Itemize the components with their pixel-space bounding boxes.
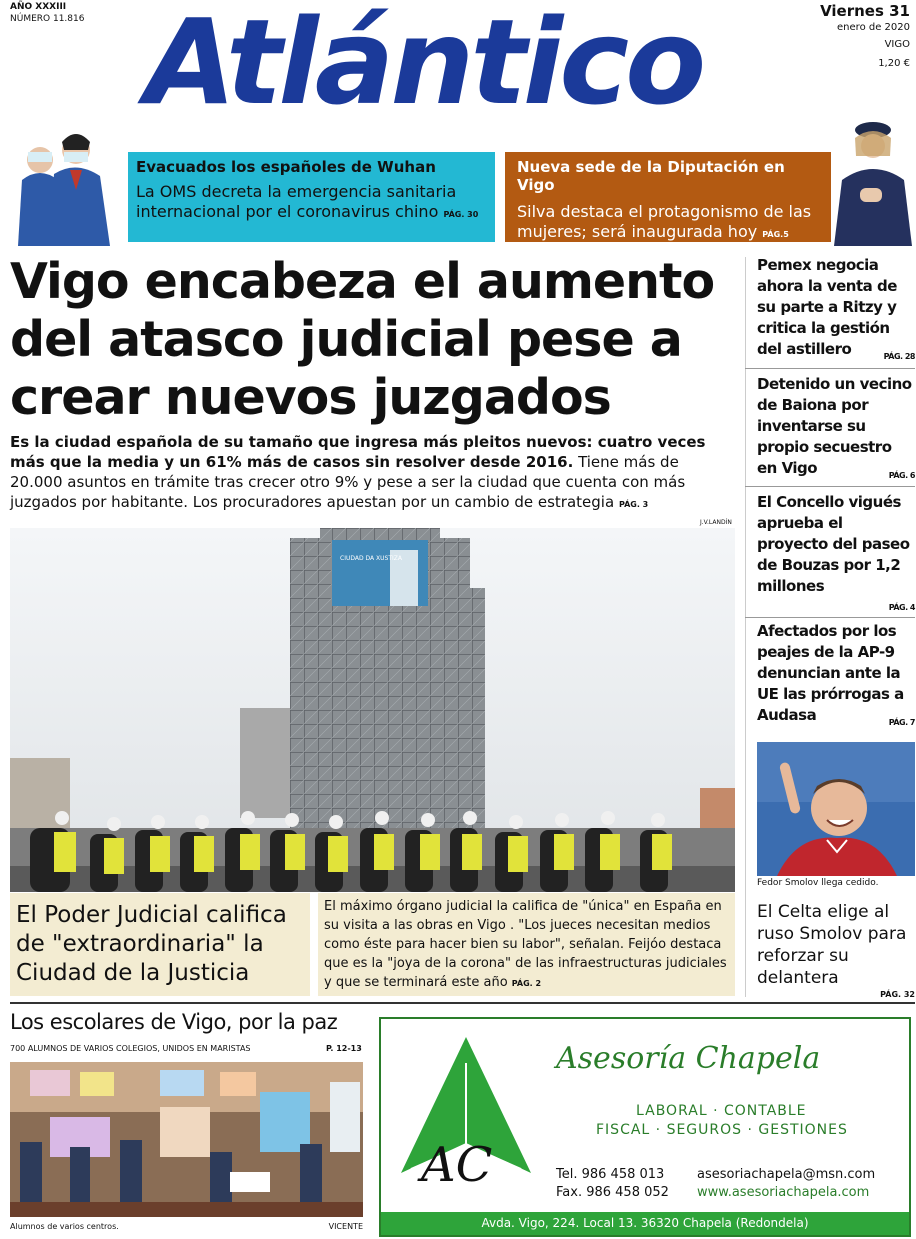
justice-headline: El Poder Judicial califica de "extraordinaria" la Ciudad de la Justicia bbox=[16, 902, 287, 986]
smolov-photo bbox=[757, 742, 915, 876]
sidebar-item-pemex[interactable]: Pemex negocia ahora la venta de su parte a Ritzy y critica la gestión del astillero PÁG. 28 bbox=[757, 256, 915, 361]
teaser-wuhan-body: La OMS decreta la emergencia sanitaria internacional por el coronavirus chino PÁG. 30 bbox=[136, 182, 479, 221]
main-photo-credit: J.V.LANDÍN bbox=[700, 519, 732, 526]
smolov-caption: Fedor Smolov llega cedido. bbox=[757, 878, 879, 888]
ad-asesoria-chapela[interactable] bbox=[379, 1017, 911, 1237]
date-month: enero de 2020 bbox=[837, 22, 910, 33]
schools-caption-row bbox=[10, 1222, 363, 1231]
section-divider bbox=[10, 1002, 915, 1004]
schools-caption: Alumnos de varios centros. bbox=[10, 1222, 119, 1231]
schools-page: P. 12-13 bbox=[326, 1044, 362, 1053]
main-headline[interactable]: Vigo encabeza el aumento del atasco judicial pese a crear nuevos juzgados bbox=[10, 253, 715, 426]
smolov-page: PÁG. 32 bbox=[880, 990, 915, 999]
schools-subhead: 700 ALUMNOS DE VARIOS COLEGIOS, UNIDOS EN MARISTAS bbox=[10, 1044, 251, 1053]
banner-caption: CIUDAD DA XUSTIZA bbox=[340, 555, 402, 562]
justice-body: El máximo órgano judicial la califica de "única" en España en su visita a las obras en Vigo . "Los jueces necesitan medios como éste para hacer bien su labor", señalan. Feijóo destaca que es la "joya de la corona" de las infraestructuras judiciales y que se terminará este año PÁG. 2 bbox=[318, 893, 735, 996]
edition-number: NÚMERO 11.816 bbox=[10, 14, 85, 24]
main-lead-page: PÁG. 3 bbox=[618, 500, 649, 509]
date-day: Viernes 31 bbox=[820, 2, 910, 20]
smolov-headline[interactable]: El Celta elige al ruso Smolov para reforzar su delantera bbox=[757, 902, 907, 988]
teaser-diputacion-body: Silva destaca el protagonismo de las mujeres; será inaugurada hoy PÁG.5 bbox=[517, 202, 812, 241]
sidebar-item-ap9[interactable]: Afectados por los peajes de la AP-9 denuncian ante la UE las prórrogas a Audasa PÁG. 7 bbox=[757, 622, 915, 727]
main-lead bbox=[10, 432, 715, 515]
flight-attendants-photo bbox=[2, 120, 130, 246]
silva-photo bbox=[830, 120, 916, 246]
ad-services-1: LABORAL · CONTABLE bbox=[636, 1103, 807, 1119]
price: 1,20 € bbox=[878, 58, 910, 69]
justice-headline-box[interactable] bbox=[10, 893, 310, 996]
city: VIGO bbox=[884, 39, 910, 50]
ad-address: Avda. Vigo, 224. Local 13. 36320 Chapela (Redondela) bbox=[381, 1212, 909, 1235]
teaser-diputacion[interactable] bbox=[505, 152, 831, 242]
officials-group bbox=[10, 798, 735, 892]
schools-headline[interactable]: Los escolares de Vigo, por la paz bbox=[10, 1010, 338, 1034]
sidebar-rule bbox=[745, 486, 915, 487]
sidebar-rule bbox=[745, 368, 915, 369]
schools-credit: VICENTE bbox=[328, 1222, 363, 1231]
teaser-wuhan-title: Evacuados los españoles de Wuhan bbox=[136, 158, 436, 176]
schools-photo bbox=[10, 1062, 363, 1217]
ad-services-2: FISCAL · SEGUROS · GESTIONES bbox=[596, 1122, 848, 1138]
justice-building-photo bbox=[10, 528, 735, 892]
sidebar-rule bbox=[745, 617, 915, 618]
main-lead-text: Tiene más de 20.000 asuntos en trámite tras crecer otro 9% y pese a ser la ciudad que cuenta con más juzgados por habitante. Los procuradores apuestan por un cambio de estrategia bbox=[10, 453, 686, 511]
ad-fax: Fax. 986 458 052 bbox=[556, 1185, 669, 1200]
ad-tel: Tel. 986 458 013 bbox=[556, 1167, 665, 1182]
edition-year: AÑO XXXIII bbox=[10, 2, 67, 12]
ad-logo bbox=[391, 1033, 541, 1223]
ad-logo-letters: AC bbox=[421, 1137, 493, 1193]
ad-company-name: Asesoría Chapela bbox=[556, 1041, 821, 1076]
teaser-diputacion-title: Nueva sede de la Diputación en Vigo bbox=[517, 158, 785, 194]
teaser-diputacion-page: PÁG.5 bbox=[762, 230, 789, 239]
masthead-logo: Atlántico bbox=[145, 0, 703, 131]
sidebar-item-baiona[interactable]: Detenido un vecino de Baiona por inventarse su propio secuestro en Vigo PÁG. 6 bbox=[757, 375, 915, 480]
date-block bbox=[820, 2, 910, 69]
teaser-wuhan-page: PÁG. 30 bbox=[443, 210, 479, 219]
teaser-wuhan[interactable] bbox=[128, 152, 495, 242]
justice-page: PÁG. 2 bbox=[511, 979, 542, 988]
main-lead-bold: Es la ciudad española de su tamaño que ingresa más pleitos nuevos: cuatro veces más que la media y un 61% más de casos sin resolver desde 2016. bbox=[10, 433, 706, 471]
ad-email[interactable]: asesoriachapela@msn.com bbox=[697, 1167, 876, 1182]
sidebar-item-bouzas[interactable]: El Concello vigués aprueba el proyecto del paseo de Bouzas por 1,2 millones PÁG. 4 bbox=[757, 493, 915, 612]
ad-web[interactable]: www.asesoriachapela.com bbox=[697, 1185, 870, 1200]
